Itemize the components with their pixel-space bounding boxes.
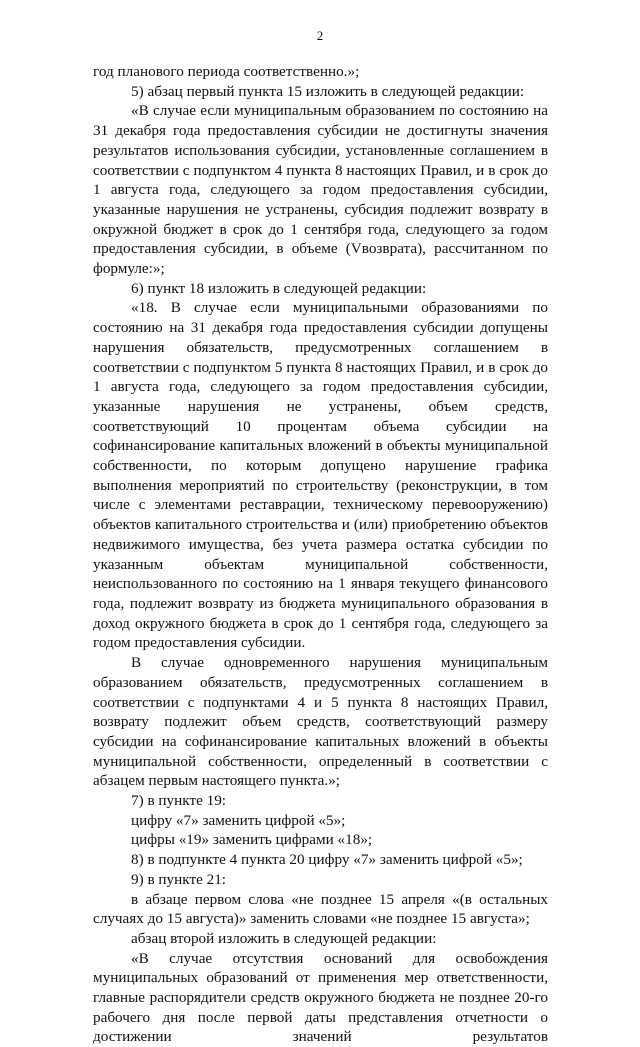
paragraph: 7) в пункте 19: — [131, 792, 227, 810]
paragraph: год планового периода соответственно.»; — [93, 63, 360, 80]
paragraph: «В случае отсутствия оснований для освобождения муниципальных образований от применения мер ответственности, главные распорядители средств окружного бюджета не позднее 20-го рабочего дня после первой даты представления отчетности о достижении значений результатов — [93, 949, 548, 1046]
paragraph: цифру «7» заменить цифрой «5»; — [131, 811, 346, 829]
page-number: 2 — [316, 28, 324, 43]
document-body — [93, 62, 548, 1047]
paragraph: 6) пункт 18 изложить в следующей редакции: — [131, 279, 427, 297]
paragraph: 8) в подпункте 4 пункта 20 цифру «7» заменить цифрой «5»; — [131, 851, 523, 869]
paragraph: 9) в пункте 21: — [131, 870, 227, 888]
paragraph: цифры «19» заменить цифрами «18»; — [131, 831, 373, 849]
paragraph: «18. В случае если муниципальными образованиями по состоянию на 31 декабря года предоставления субсидии допущены нарушения обязательств, предусмотренных соглашением в соответствии с подпунктом 5 пункта 8 настоящих Правил, и в срок до 1 августа года, следующего за годом предоставления субсидии, указанные нарушения не устранены, объем средств, соответствующий 10 процентам объема субсидии на софинансирование капитальных вложений в объекты муниципальной собственности, по которым допущено нарушение графика выполнения мероприятий по строительству (реконструкции, в том числе с элементами реставрации, техническому перевооружению) объектов капитального строительства и (или) приобретению объектов недвижимого имущества, без учета размера остатка субсидии по указанным объектам муниципальной собственности, неиспользованного по состоянию на 1 января текущего финансового года, подлежит возврату из бюджета муниципального образования в доход окружного бюджета в срок до 1 сентября года, следующего за годом предоставления субсидии. — [93, 299, 548, 652]
paragraph: 5) абзац первый пункта 15 изложить в следующей редакции: — [131, 82, 525, 100]
paragraph: абзац второй изложить в следующей редакции: — [131, 929, 437, 947]
paragraph: В случае одновременного нарушения муниципальным образованием обязательств, предусмотренных соглашением в соответствии с подпунктами 4 и 5 пункта 8 настоящих Правил, возврату подлежит объем средств, соответствующий размеру субсидии на софинансирование капитальных вложений в объекты муниципальной собственности, определенный в соответствии с абзацем первым настоящего пункта.»; — [93, 654, 548, 790]
paragraph: в абзаце первом слова «не позднее 15 апреля «(в остальных случаях до 15 августа)» заменить словами «не позднее 15 августа»; — [93, 890, 548, 928]
paragraph: «В случае если муниципальным образованием по состоянию на 31 декабря года предоставления субсидии не достигнуты значения результатов использования субсидии, установленные соглашением в соответствии с подпунктом 4 пункта 8 настоящих Правил, и в срок до 1 августа года, следующего за годом предоставления субсидии, указанные нарушения не устранены, субсидия подлежит возврату в окружной бюджет в срок до 1 сентября года, следующего за годом предоставления субсидии, в объеме (Vвозврата), рассчитанном по формуле:»; — [93, 102, 548, 278]
